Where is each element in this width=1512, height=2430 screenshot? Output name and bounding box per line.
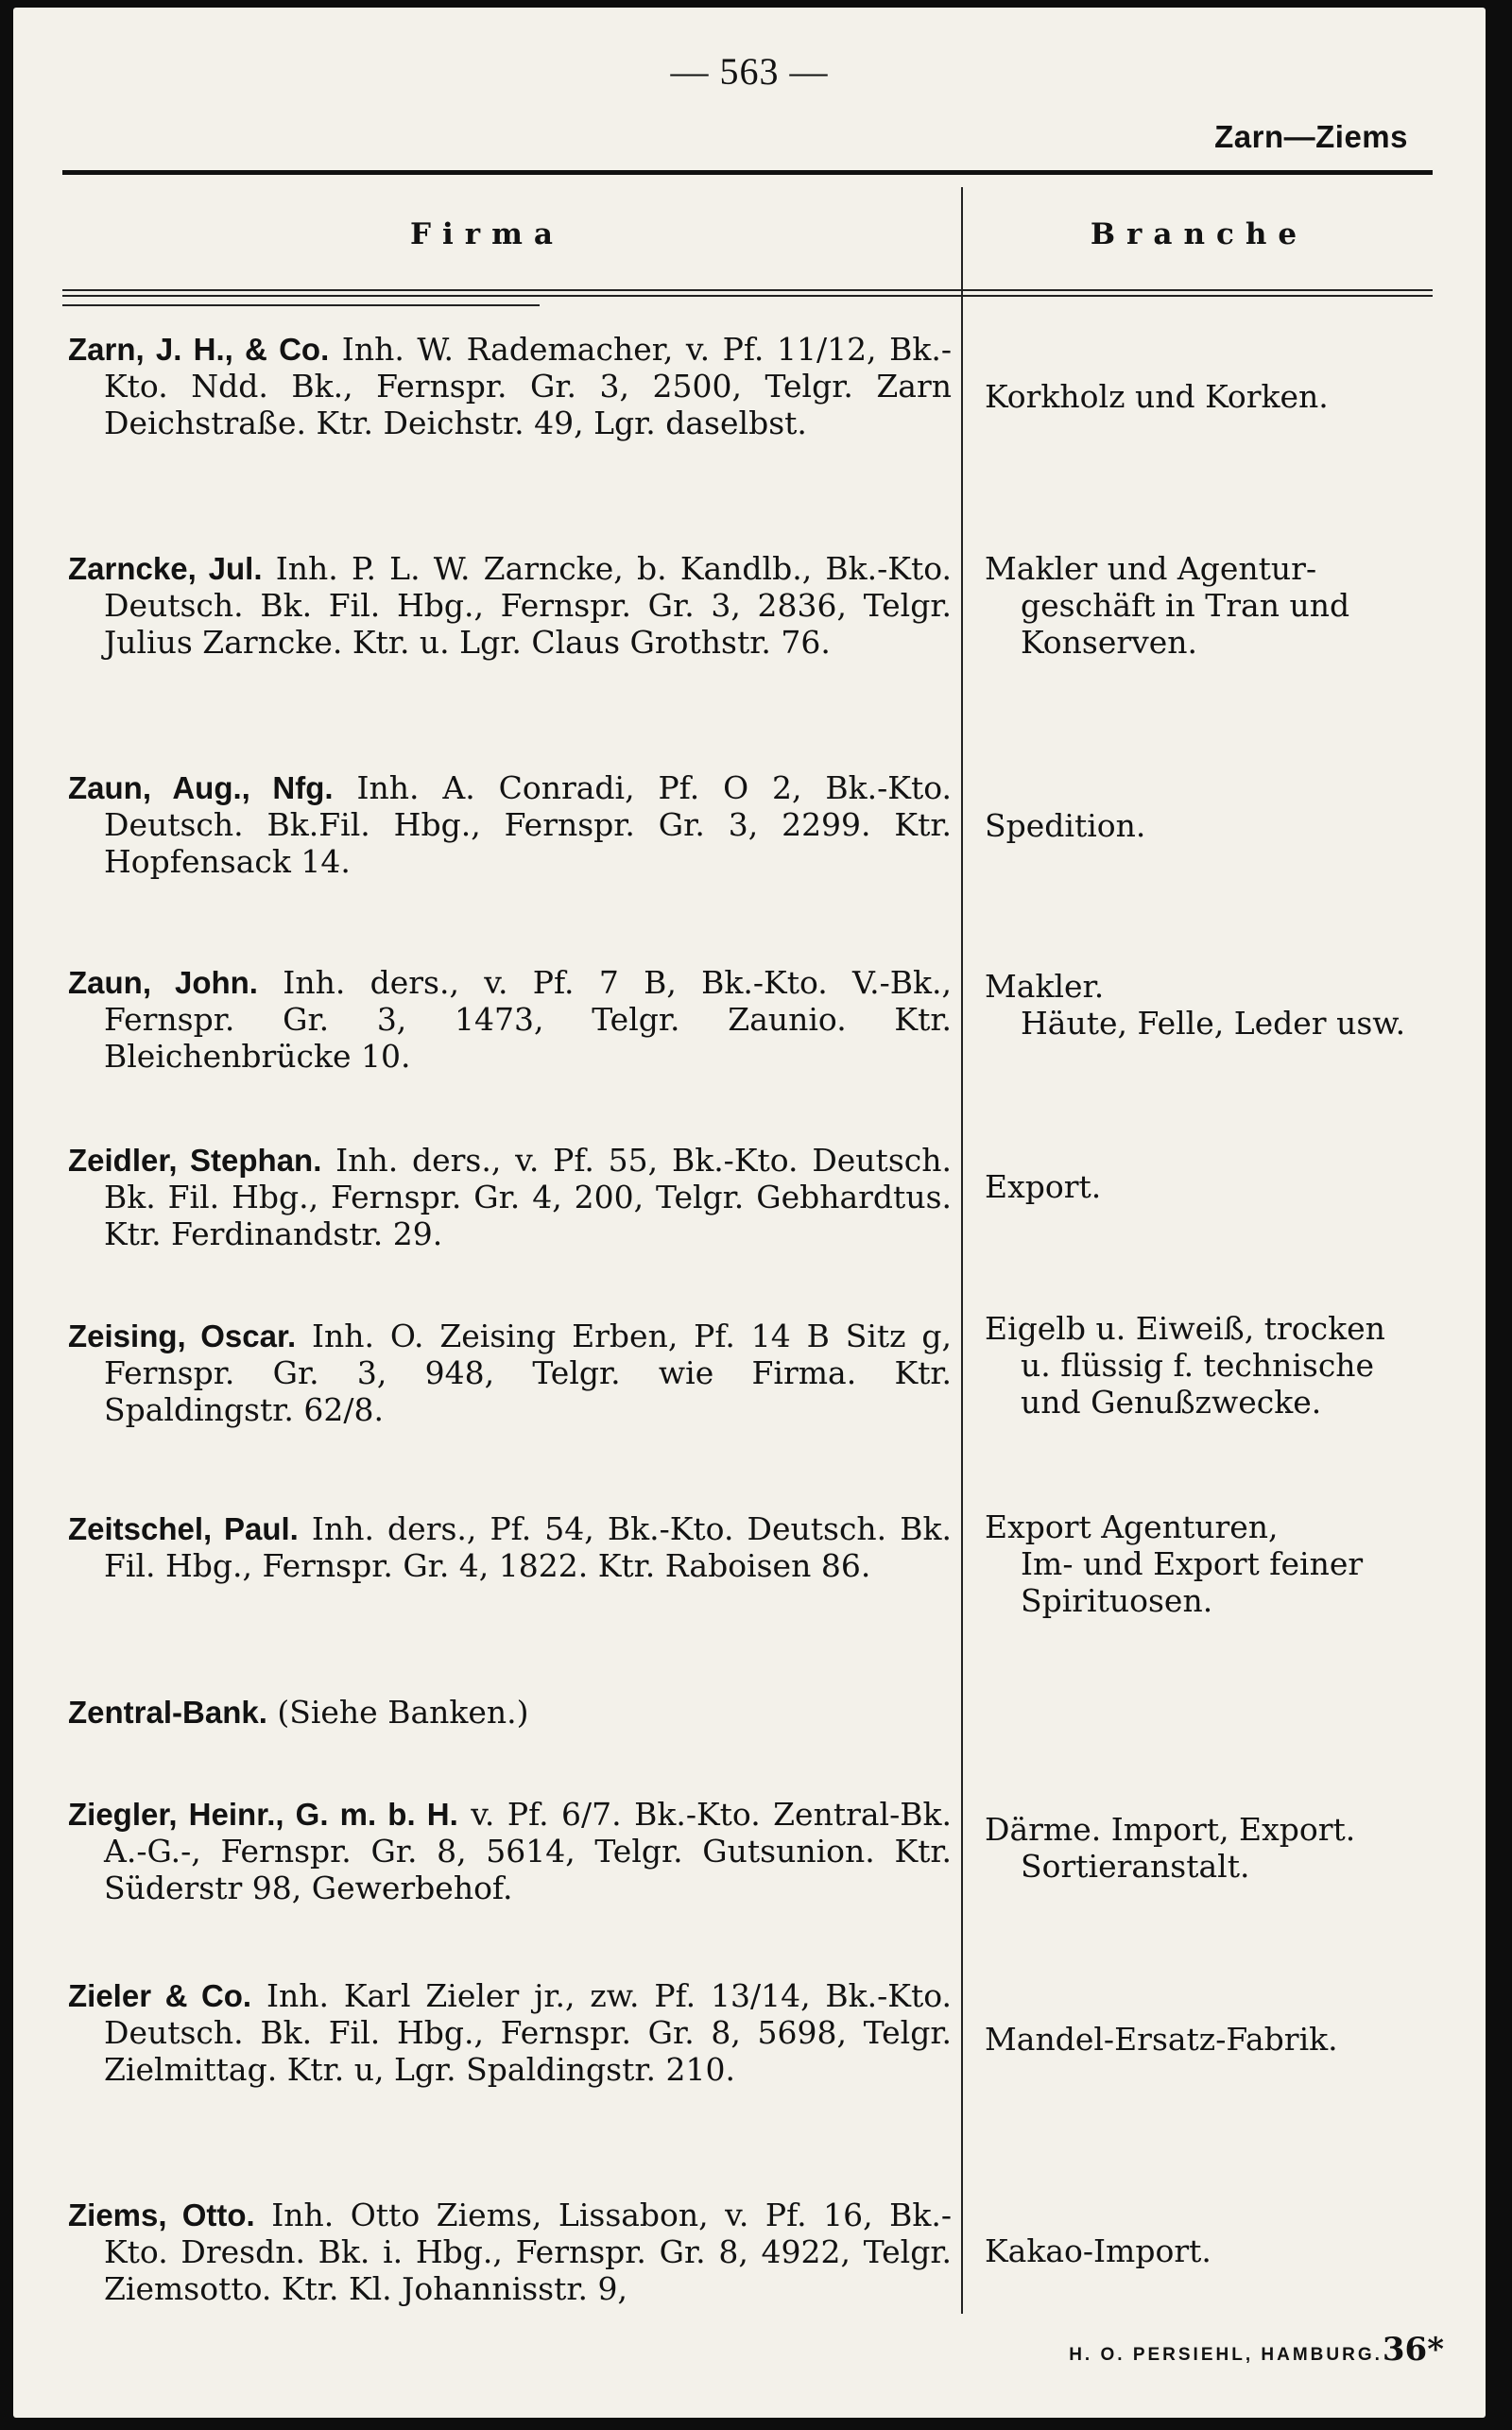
branche-line: Kakao-Import.: [985, 2232, 1211, 2269]
firma-name: Zaun, Aug., Nfg.: [68, 770, 334, 805]
branche-line: und Genußzwecke.: [1021, 1384, 1322, 1421]
branche-text: [985, 1310, 1448, 1421]
firma-text: [68, 1977, 952, 2088]
branche-line: Spedition.: [985, 807, 1146, 844]
column-header-firma: Firma: [409, 217, 564, 251]
firma-name: Ziegler, Heinr., G. m. b. H.: [68, 1797, 458, 1832]
firma-text: [68, 1318, 952, 1428]
branche-line: Makler.: [985, 968, 1105, 1005]
column-divider: [961, 187, 963, 2314]
branche-line: Export.: [985, 1168, 1102, 1205]
firma-name: Zieler & Co.: [68, 1978, 252, 2013]
firma-name: Zeising, Oscar.: [68, 1318, 297, 1353]
firma-details: (Siehe Banken.): [266, 1694, 529, 1731]
firma-details: v. Pf. 6/7. Bk.-Kto. Zentral-Bk. A.-G.-, Fernspr. Gr. 8, 5614, Telgr. Gutsunion. Ktr. Süderstr 98, Gewerbehof.: [104, 1796, 952, 1906]
branche-line: Eigelb u. Eiweiß, trocken: [985, 1310, 1385, 1347]
firma-text: [68, 769, 952, 880]
firma-details: Inh. W. Rademacher, v. Pf. 11/12, Bk.-Kto. Ndd. Bk., Fernspr. Gr. 3, 2500, Telgr. Zarn Deichstraße. Ktr. Deichstr. 49, Lgr. daselbst.: [104, 331, 952, 441]
header-double-rule: [62, 289, 1433, 297]
branche-text: [985, 2021, 1448, 2058]
firma-details: Inh. ders., Pf. 54, Bk.-Kto. Deutsch. Bk. Fil. Hbg., Fernspr. Gr. 4, 1822. Ktr. Raboisen 86.: [104, 1510, 952, 1584]
branche-text: [985, 2232, 1448, 2269]
branche-line: geschäft in Tran und: [1021, 587, 1350, 624]
branche-text: [985, 1168, 1448, 1205]
firma-text: [68, 1510, 952, 1584]
branche-line: Makler und Agentur-: [985, 550, 1317, 587]
firma-text: [68, 331, 952, 441]
sheet-number: 36*: [1382, 2331, 1444, 2369]
branche-line: Därme. Import, Export.: [985, 1811, 1356, 1848]
firma-details: Inh. ders., v. Pf. 55, Bk.-Kto. Deutsch. Bk. Fil. Hbg., Fernspr. Gr. 4, 200, Telgr. Gebhardtus. Ktr. Ferdinandstr. 29.: [104, 1142, 952, 1252]
branche-line: Spirituosen.: [1021, 1582, 1213, 1619]
branche-text: [985, 550, 1448, 661]
firma-details: Inh. P. L. W. Zarncke, b. Kandlb., Bk.-Kto. Deutsch. Bk. Fil. Hbg., Fernspr. Gr. 3, 2836, Telgr. Julius Zarncke. Ktr. u. Lgr. Claus Grothstr. 76.: [104, 550, 952, 661]
top-rule: [62, 170, 1433, 175]
firma-name: Ziems, Otto.: [68, 2197, 255, 2232]
firma-name: Zarncke, Jul.: [68, 551, 263, 586]
header-thin-rule: [62, 304, 540, 306]
firma-details: Inh. A. Conradi, Pf. O 2, Bk.-Kto. Deutsch. Bk.Fil. Hbg., Fernspr. Gr. 3, 2299. Ktr. Hopfensack 14.: [104, 769, 952, 880]
firma-text: [68, 1796, 952, 1906]
branche-line: Sortieranstalt.: [1021, 1848, 1250, 1885]
branche-text: [985, 1811, 1448, 1885]
printer-name: H. O. PERSIEHL, HAMBURG.: [1069, 2345, 1383, 2365]
branche-text: [985, 807, 1448, 844]
firma-name: Zentral-Bank.: [68, 1695, 267, 1730]
firma-name: Zarn, J. H., & Co.: [68, 332, 330, 367]
column-header-branche: Branche: [1090, 217, 1309, 251]
branche-text: [985, 378, 1448, 415]
directory-page: [13, 8, 1486, 2418]
branche-line: Konserven.: [1021, 624, 1198, 661]
firma-name: Zeidler, Stephan.: [68, 1143, 322, 1178]
firma-details: Inh. Karl Zieler jr., zw. Pf. 13/14, Bk.-Kto. Deutsch. Bk. Fil. Hbg., Fernspr. Gr. 8, 5698, Telgr. Zielmittag. Ktr. u, Lgr. Spaldingstr. 210.: [104, 1977, 952, 2088]
firma-name: Zaun, John.: [68, 965, 258, 1000]
branche-line: Korkholz und Korken.: [985, 378, 1329, 415]
printer-footer: [1069, 2331, 1444, 2369]
firma-details: Inh. O. Zeising Erben, Pf. 14 B Sitz g, Fernspr. Gr. 3, 948, Telgr. wie Firma. Ktr. Spaldingstr. 62/8.: [104, 1318, 952, 1428]
firma-text: [68, 2197, 952, 2307]
page-number: — 563 —: [670, 50, 829, 93]
branche-line: Im- und Export feiner: [1021, 1545, 1364, 1582]
firma-text: [68, 1142, 952, 1252]
firma-text: [68, 550, 952, 661]
branche-line: Häute, Felle, Leder usw.: [1021, 1005, 1406, 1042]
branche-text: [985, 968, 1448, 1042]
running-head: Zarn—Ziems: [1214, 119, 1408, 154]
firma-name: Zeitschel, Paul.: [68, 1511, 299, 1546]
branche-line: Export Agenturen,: [985, 1508, 1279, 1545]
branche-line: u. flüssig f. technische: [1021, 1347, 1375, 1384]
firma-details: Inh. Otto Ziems, Lissabon, v. Pf. 16, Bk.-Kto. Dresdn. Bk. i. Hbg., Fernspr. Gr. 8, 4922, Telgr. Ziemsotto. Ktr. Kl. Johannisstr. 9,: [104, 2197, 952, 2307]
branche-text: [985, 1508, 1448, 1619]
firma-text: [68, 964, 952, 1075]
firma-details: Inh. ders., v. Pf. 7 B, Bk.-Kto. V.-Bk., Fernspr. Gr. 3, 1473, Telgr. Zaunio. Ktr. Bleichenbrücke 10.: [104, 964, 952, 1075]
branche-line: Mandel-Ersatz-Fabrik.: [985, 2021, 1338, 2058]
firma-text: [68, 1694, 952, 1731]
